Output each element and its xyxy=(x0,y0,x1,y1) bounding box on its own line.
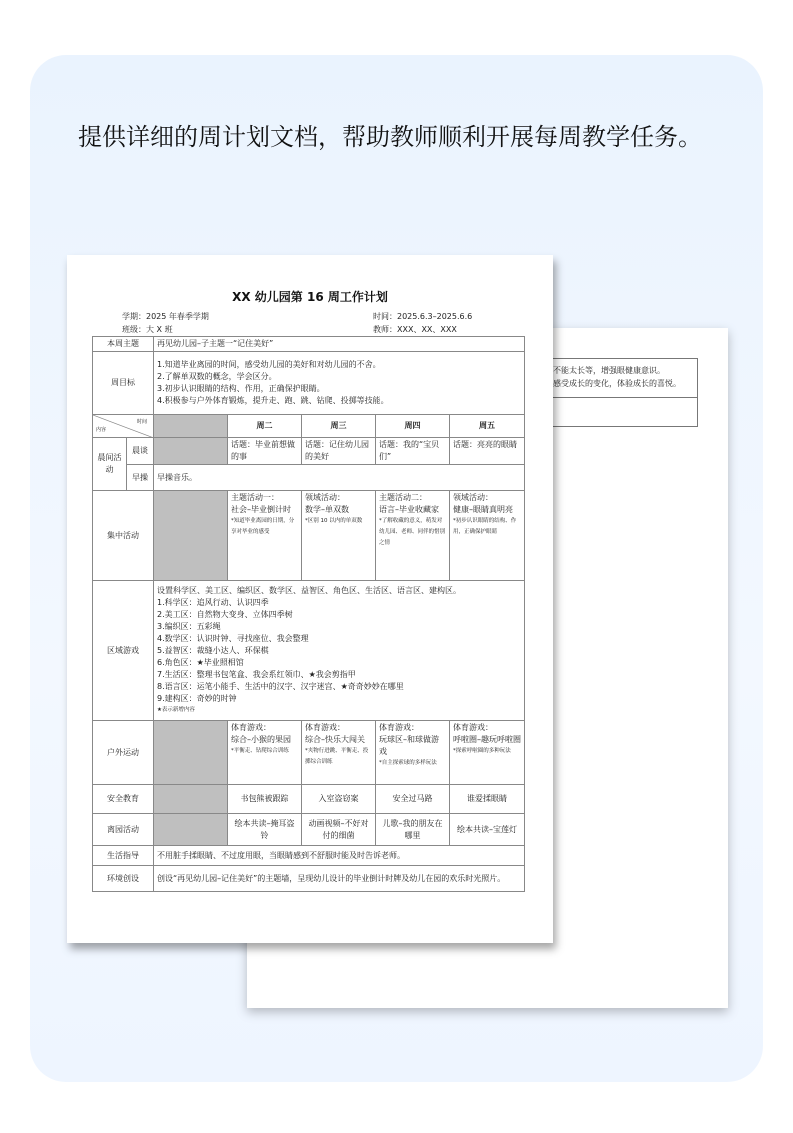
outdoor-cell: 体育游戏： 玩球区–和球做游戏 *自主探索球的多样玩法 xyxy=(376,721,450,785)
talk-cell: 话题：我的“宝贝们” xyxy=(376,438,450,465)
safety-cell: 安全过马路 xyxy=(376,785,450,814)
env-value: 创设“再见幼儿园–记住美好”的主题墙，呈现幼儿设计的毕业倒计时牌及幼儿在园的欢乐时光照片。 xyxy=(154,866,525,892)
focus-cell: 主题活动二： 语言–毕业收藏家 *了解收藏的意义，萌发对幼儿园、老师、同伴的惜别之情 xyxy=(376,491,450,581)
talk-label: 晨谈 xyxy=(127,438,154,465)
safety-cell: 谁爱揉眼睛 xyxy=(450,785,525,814)
leave-cell: 绘本共读–宝莲灯 xyxy=(450,814,525,846)
back-line: 感受成长的变化，体验成长的喜悦。 xyxy=(553,379,681,388)
outdoor-cell: 体育游戏： 综合–快乐大闯关 *夹物行进跳、平衡走、投掷综合训练 xyxy=(302,721,376,785)
theme-value: 再见幼儿园–子主题一“记住美好” xyxy=(154,337,525,352)
outdoor-cell: 体育游戏： 呼啦圈–趣玩呼啦圈 *探索呼啦圈的多种玩法 xyxy=(450,721,525,785)
exercise-label: 早操 xyxy=(127,465,154,491)
safety-cell: 入室盗窃案 xyxy=(302,785,376,814)
life-label: 生活指导 xyxy=(93,846,154,866)
leave-cell: 动画视频–不好对付的细菌 xyxy=(302,814,376,846)
talk-cell: 话题：亮亮的眼睛 xyxy=(450,438,525,465)
day-header: 周二 xyxy=(228,415,302,438)
teachers: 教师：XXX、XX、XXX xyxy=(373,325,457,334)
talk-cell: 话题：毕业前想做的事 xyxy=(228,438,302,465)
goal-item: 3.初步认识眼睛的结构、作用，正确保护眼睛。 xyxy=(157,384,325,393)
leave-cell: 绘本共读–掩耳盗铃 xyxy=(228,814,302,846)
safety-label: 安全教育 xyxy=(93,785,154,814)
life-value: 不用脏手揉眼睛、不过度用眼，当眼睛感到不舒服时能及时告诉老师。 xyxy=(154,846,525,866)
date-range: 时间：2025.6.3–2025.6.6 xyxy=(373,312,473,321)
focus-cell: 领域活动： 健康–眼睛真明亮 *初步认识眼睛的结构、作用，正确保护眼睛 xyxy=(450,491,525,581)
diagonal-header xyxy=(93,415,154,438)
class: 班级：大 X 班 xyxy=(122,325,173,334)
goal-item: 2.了解单双数的概念，学会区分。 xyxy=(157,372,277,381)
goal-label: 周目标 xyxy=(93,352,154,415)
semester: 学期：2025 年春季学期 xyxy=(122,312,209,321)
focus-label: 集中活动 xyxy=(93,491,154,581)
leave-label: 离园活动 xyxy=(93,814,154,846)
plan-table xyxy=(92,336,525,892)
front-page xyxy=(67,255,553,943)
safety-cell: 书包熊被跟踪 xyxy=(228,785,302,814)
morning-label: 晨间活动 xyxy=(93,438,127,491)
exercise-value: 早操音乐。 xyxy=(154,465,525,491)
day-header: 周四 xyxy=(376,415,450,438)
area-list: 设置科学区、美工区、编织区、数学区、益智区、角色区、生活区、语言区、建构区。 1.科学区：追风行动、认识四季 2.美工区：自然物大变身、立体四季树 3.编织区：五彩绳 4.数学区：认识时钟、寻找座位、我会整理 5.益智区：裁缝小达人、环保棋 6.角色区：★毕业照相馆 7.生活区：整理书包笔盒、我会系红领巾、★我会剪指甲 8.语言区：运笔小能手、生活中的汉字、汉字迷宫、★奇奇妙妙在哪里 9.建构区：奇妙的时钟 ★表示新增内容 xyxy=(154,581,525,721)
talk-cell: 话题：记住幼儿园的美好 xyxy=(302,438,376,465)
area-label: 区域游戏 xyxy=(93,581,154,721)
goal-item: 4.积极参与户外体育锻炼，提升走、跑、跳、钻爬、投掷等技能。 xyxy=(157,396,389,405)
goal-item: 1.知道毕业离园的时间，感受幼儿园的美好和对幼儿园的不舍。 xyxy=(157,360,381,369)
focus-cell: 主题活动一： 社会–毕业倒计时 *知道毕业离园的日期，分享对毕业的感受 xyxy=(228,491,302,581)
goals xyxy=(154,352,525,415)
time-label: 时间 xyxy=(136,419,147,425)
theme-label: 本周主题 xyxy=(93,337,154,352)
content-label: 内容 xyxy=(96,427,107,433)
back-line: 不能太长等，增强眼健康意识。 xyxy=(553,366,665,375)
outdoor-cell: 体育游戏： 综合–小猴的果园 *平衡走、钻爬综合训练 xyxy=(228,721,302,785)
outdoor-label: 户外运动 xyxy=(93,721,154,785)
doc-title: XX 幼儿园第 16 周工作计划 xyxy=(232,290,388,304)
day-header: 周三 xyxy=(302,415,376,438)
day-header: 周五 xyxy=(450,415,525,438)
env-label: 环境创设 xyxy=(93,866,154,892)
leave-cell: 儿歌–我的朋友在哪里 xyxy=(376,814,450,846)
headline: 提供详细的周计划文档，帮助教师顺利开展每周教学任务。 xyxy=(78,123,702,151)
focus-cell: 领域活动： 数学–单双数 *区别 10 以内的单双数 xyxy=(302,491,376,581)
